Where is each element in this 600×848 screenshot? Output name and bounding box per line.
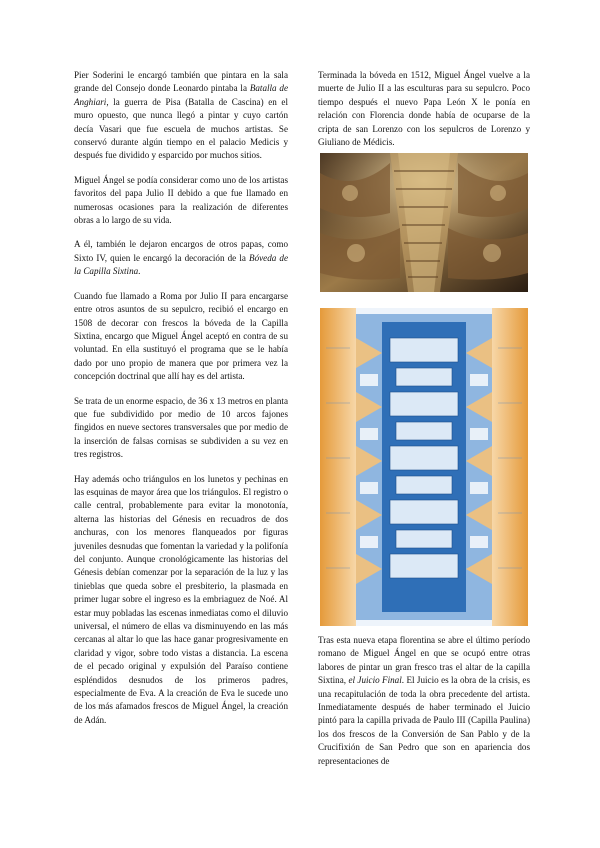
left-text-column	[74, 69, 288, 738]
paragraph: Se trata de un enorme espacio, de 36 x 13 metros en planta que fue subdividido por medio de 10 arcos fajones fingidos en nueve sectores transversales que por medio de la inserción de falsas cornisas se subdividen a su vez en tres registros.	[74, 395, 288, 460]
right-text-column-bottom	[318, 634, 530, 779]
ceiling-plan-diagram	[320, 308, 528, 626]
paragraph: Cuando fue llamado a Roma por Julio II para encargarse entre otros asuntos de su sepulcro, recibió el encargo en 1508 de decorar con frescos la bóveda de la Capilla Sixtina, encargo que Miguel Ángel aceptó en contra de su voluntad. En ella sustituyó el programa que se le había dado por uno propio de manera que por primera vez la concepción doctrinal que allí hay es del artista.	[74, 290, 288, 382]
ceiling-plan-image	[320, 308, 528, 626]
paragraph: Terminada la bóveda en 1512, Miguel Ángel vuelve a la muerte de Julio II a las esculturas para su sepulcro. Poco tiempo después el nuevo Papa León X le ponía en relación con Florencia donde había de ocuparse de la cripta de san Lorenzo con los sepulcros de Lorenzo y Giuliano de Médicis.	[318, 70, 530, 148]
paragraph: Hay además ocho triángulos en los lunetos y pechinas en las esquinas de mayor área que los triángulos. El registro o calle central, probablemente para evitar la monotonía, alterna las historias del Génesis en recuadros de dos anchuras, con los menores flanqueados por figuras juveniles desnudas que fomentan la variedad y la polifonía del conjunto. Aunque cronológicamente las historias del Génesis debían comenzar por la separación de la luz y las tinieblas que queda sobre el presbiterio, la plasmada en primer lugar sobre el ingreso es la embriaguez de Noé. Al estar muy pobladas las escenas inmediatas como el diluvio universal, el número de ellas va disminuyendo en las más cercanas al altar lo que las hace ganar progresivamente en claridad y vigor, sobre todo vistas a distancia. La escena de el pecado original y expulsión del Paraíso contiene espléndidos desnudos de los primeros padres, especialmente de Eva. A la creación de Eva le sucede uno de los más afamados frescos de Miguel Ángel, la creación de Adán.	[74, 473, 288, 725]
paragraph: A él, también le dejaron encargos de otros papas, como Sixto IV, quien le encargó la decoración de la Bóveda de la Capilla Sixtina.	[74, 239, 288, 277]
paragraph: Miguel Ángel se podía considerar como uno de los artistas favoritos del papa Julio II debido a que fue llamado en numerosas ocasiones para la realización de diferentes obras a lo largo de su vida.	[74, 174, 288, 226]
italic-title: Batalla de Anghiari	[74, 83, 288, 107]
sistine-ceiling-photo	[320, 153, 528, 292]
paragraph: Pier Soderini le encargó también que pintara en la sala grande del Consejo donde Leonardo pintaba la Batalla de Anghiari, la guerra de Pisa (Batalla de Cascina) en el muro opuesto, que nunca llegó a pintar y cuyo cartón decía Vasari que fue escuela de muchos artistas. Se conservó durante algún tiempo en el palacio Medicis y después fue dividido y esparcido por muchos sitios.	[74, 70, 288, 161]
paragraph: Tras esta nueva etapa florentina se abre el último período romano de Miguel Ángel en que se ocupó entre otras labores de pintar un gran fresco tras el altar de la capilla Sixtina, el Juicio Final. El Juicio es la obra de la crisis, es una recapitulación de toda la obra precedente del artista. Inmediatamente después de haber terminado el Juicio pintó para la capilla privada de Paulo III (Capilla Paulina) los dos frescos de la Conversión de San Pablo y de la Crucifixión de San Pedro que son en apariencia dos representaciones de	[318, 635, 530, 766]
right-text-column-top	[318, 69, 530, 160]
italic-title: Bóveda de la Capilla Sixtina	[74, 252, 288, 277]
italic-title: el Juicio Final	[348, 675, 402, 686]
ceiling-photo-image	[320, 153, 528, 292]
